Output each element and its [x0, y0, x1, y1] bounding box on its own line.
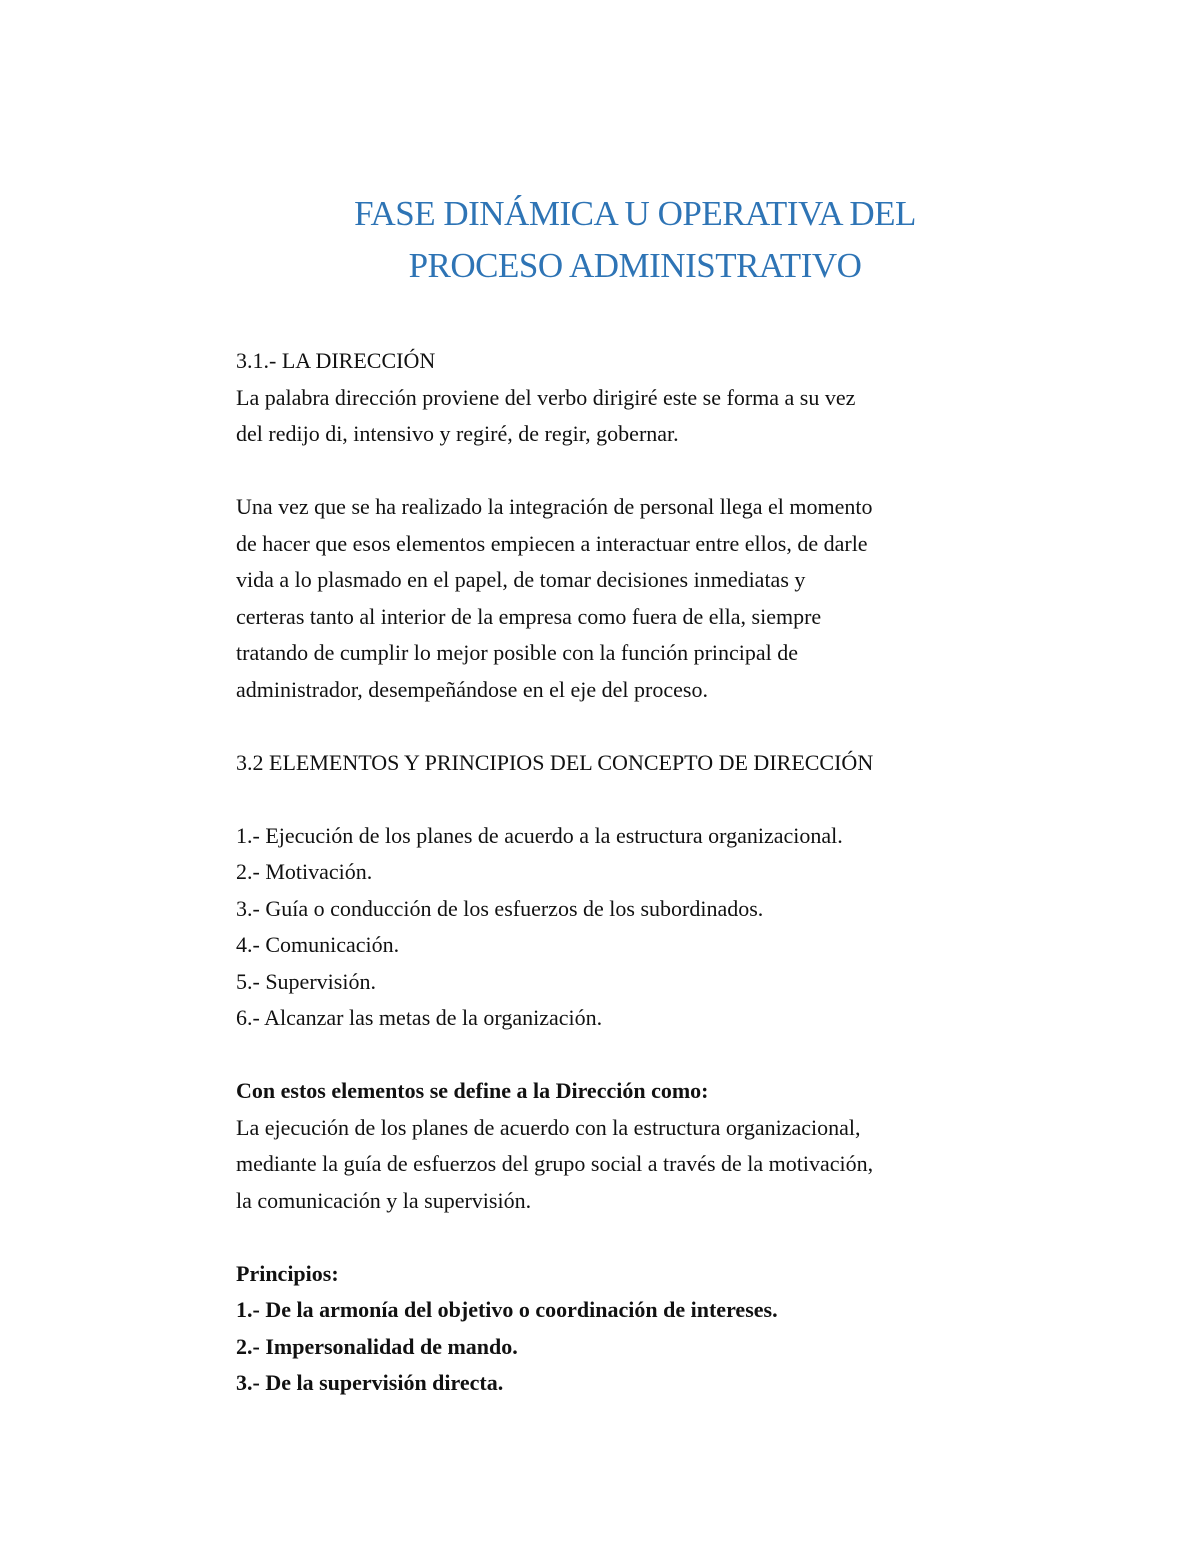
section-heading-elementos: 3.2 ELEMENTOS Y PRINCIPIOS DEL CONCEPTO DE DIRECCIÓN [236, 749, 874, 775]
paragraph-gap [236, 781, 1136, 818]
list-item: 2.- Impersonalidad de mando. [236, 1333, 518, 1359]
paragraph-gap [236, 1037, 1136, 1074]
paragraph-line: certeras tanto al interior de la empresa como fuera de ella, siempre [236, 603, 822, 629]
paragraph-line: tratando de cumplir lo mejor posible con la función principal de [236, 640, 799, 665]
section-heading-direccion: 3.1.- LA DIRECCIÓN [236, 348, 436, 373]
list-item: 4.- Comunicación. [236, 932, 400, 957]
paragraph-line: La palabra dirección proviene del verbo dirigiré este se forma a su vez [236, 384, 856, 410]
document-body [236, 343, 1136, 1402]
paragraph-gap [236, 708, 1136, 745]
paragraph-gap [236, 1219, 1136, 1256]
list-item: 1.- Ejecución de los planes de acuerdo a la estructura organizacional. [236, 822, 843, 848]
paragraph-gap [236, 453, 1136, 490]
list-item: 1.- De la armonía del objetivo o coordinación de intereses. [236, 1297, 778, 1322]
paragraph-line: del redijo di, intensivo y regiré, de regir, gobernar. [236, 421, 679, 446]
list-item: 5.- Supervisión. [236, 968, 376, 994]
paragraph-line: de hacer que esos elementos empiecen a interactuar entre ellos, de darle [236, 530, 868, 556]
list-item: 3.- De la supervisión directa. [236, 1370, 504, 1395]
title-line-2: PROCESO ADMINISTRATIVO [408, 246, 862, 285]
definition-heading: Con estos elementos se define a la Dirección como: [236, 1078, 709, 1103]
paragraph-line: administrador, desempeñándose en el eje del proceso. [236, 676, 708, 702]
document-title [0, 188, 1200, 292]
paragraph-line: vida a lo plasmado en el papel, de tomar decisiones inmediatas y [236, 567, 806, 592]
paragraph-line: la comunicación y la supervisión. [236, 1187, 532, 1213]
list-item: 6.- Alcanzar las metas de la organización. [236, 1005, 603, 1030]
list-item: 3.- Guía o conducción de los esfuerzos de los subordinados. [236, 895, 764, 921]
paragraph-line: La ejecución de los planes de acuerdo con la estructura organizacional, [236, 1114, 861, 1140]
title-line-1: FASE DINÁMICA U OPERATIVA DEL [354, 194, 916, 233]
principles-heading: Principios: [236, 1260, 339, 1286]
paragraph-line: Una vez que se ha realizado la integración de personal llega el momento [236, 494, 873, 519]
paragraph-line: mediante la guía de esfuerzos del grupo social a través de la motivación, [236, 1151, 874, 1176]
list-item: 2.- Motivación. [236, 859, 373, 884]
